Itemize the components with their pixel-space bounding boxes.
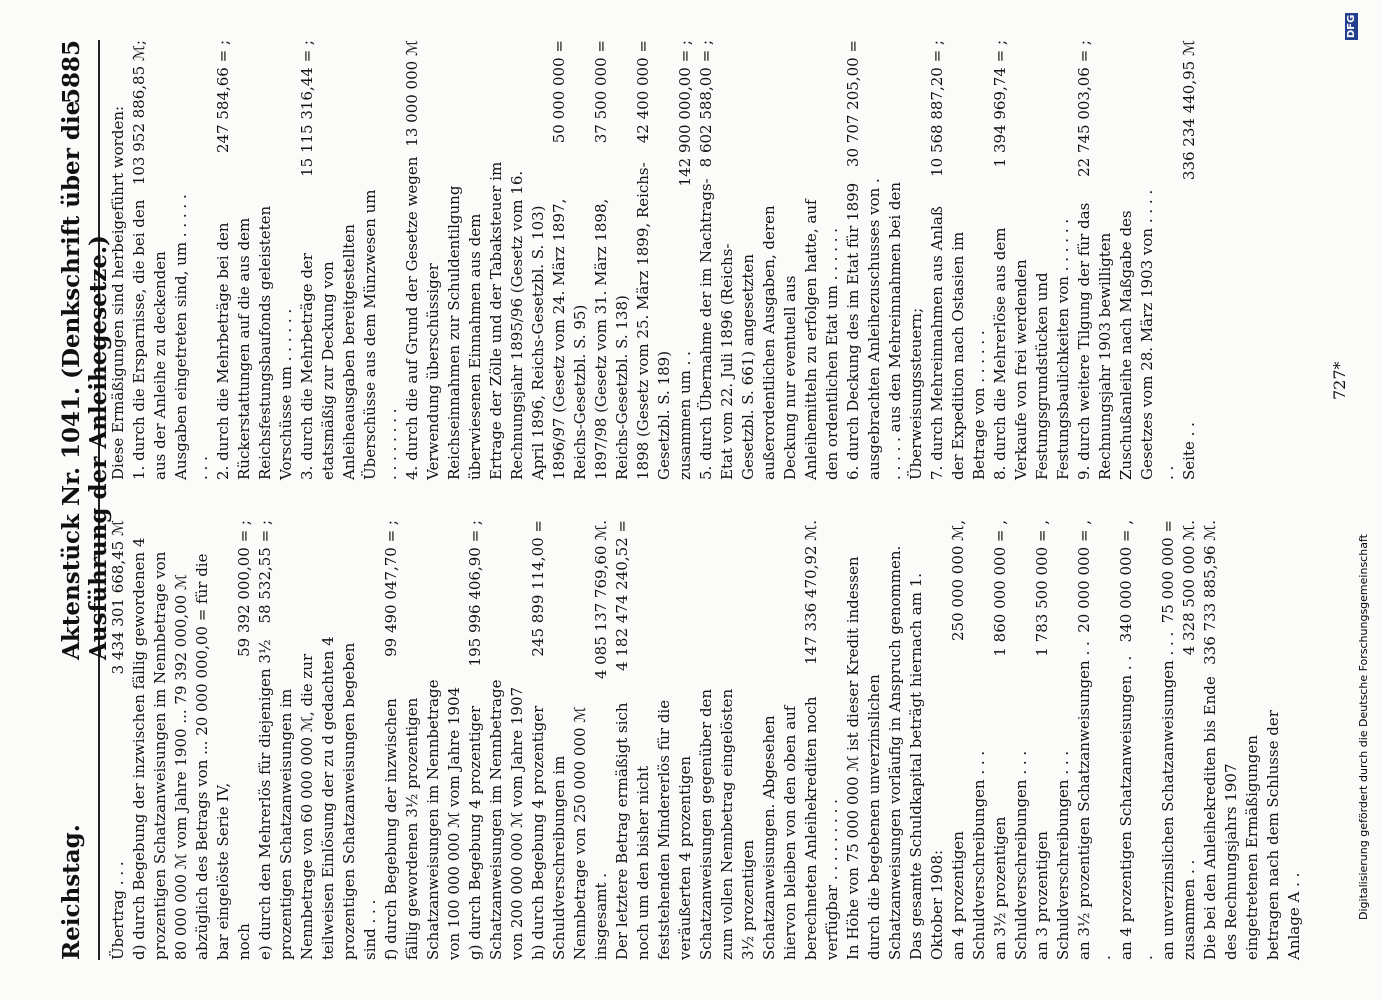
ledger-text: d) durch Begebung der inzwischen fällig gewordenen 4 prozentigen Schatzanweisungen im Nennbetrage von 80 000 000 ℳ vom Jahre 1900 ... 79 392 000,00 ℳ abzüglich des Betrags von ... 20 000 000,00 = für die bar eingelöste Serie IV, — [130, 537, 232, 960]
ledger-amount: 99 490 047,70 = ; — [382, 520, 400, 657]
ledger-amount: 8 602 588,00 = ; — [697, 40, 715, 168]
header-page-number: 5885 — [58, 40, 85, 105]
ledger-row — [108, 40, 129, 480]
ledger-amount: 1 783 500 000 = , — [1033, 520, 1051, 657]
ledger-amount: 336 733 885,96 ℳ. — [1201, 520, 1219, 665]
ledger-row — [990, 520, 1032, 960]
ledger-text: 1. durch die Ersparnisse, die bei den aus der Anleihe zu deckenden Ausgaben eingetreten sind, um . . . . . . . . — [130, 194, 211, 480]
ledger-text: 8. durch die Mehrerlöse aus dem Verkaufe von frei werdenden Festungsgrundstücken und Festungsbaulichkeiten von . . . . . . — [991, 218, 1072, 480]
ledger-amount: 58 532,55 = ; — [256, 520, 274, 624]
ledger-amount: 195 996 406,90 = ; — [466, 520, 484, 667]
ledger-row — [906, 520, 948, 960]
ledger-row — [108, 520, 129, 960]
ledger-text: zusammen . . — [1180, 859, 1198, 960]
ledger-text: noch — [235, 923, 253, 960]
ledger-amount: 142 900 000,00 = ; — [676, 40, 694, 187]
ledger-text: 1898 (Gesetz vom 25. März 1899, Reichs-Gesetzbl. S. 189) — [634, 162, 673, 480]
ledger-text: Diese Ermäßigungen sind herbeigeführt worden: — [109, 105, 127, 480]
right-column — [108, 40, 1200, 480]
ledger-row — [528, 520, 591, 960]
ledger-amount: 103 952 886,85 ℳ; — [130, 40, 148, 186]
ledger-amount: 250 000 000 ℳ, — [949, 520, 967, 642]
ledger-row — [843, 520, 906, 960]
ledger-text: 1897/98 (Gesetz vom 31. März 1898, Reichs-Gesetzbl. S. 138) — [592, 198, 631, 480]
ledger-row — [612, 520, 801, 960]
ledger-text: Die bei den Anleihekrediten bis Ende des Rechnungsjahrs 1907 eingetretenen Ermäßigungen betragen nach dem Schlusse der Anlage A . . — [1201, 676, 1303, 960]
ledger-amount: 37 500 000 = — [592, 40, 610, 144]
ledger-amount: 59 392 000,00 = ; — [235, 520, 253, 657]
ledger-text: 7. durch Mehreinnahmen aus Anlaß der Expedition nach Ostasien im Betrage von . . . . . . — [928, 206, 988, 480]
ledger-row — [402, 40, 549, 480]
ledger-row — [465, 520, 528, 960]
ledger-text: h) durch Begebung 4 prozentiger Schuldverschreibungen im Nennbetrage von 250 000 000 ℳ — [529, 705, 589, 960]
ledger-text: an 3½ prozentigen Schuldverschreibungen . . . — [991, 750, 1030, 960]
ledger-row — [1200, 520, 1305, 960]
ledger-amount: 30 707 205,00 = — [844, 40, 862, 168]
ledger-amount: 1 860 000 000 = , — [991, 520, 1009, 657]
ledger-row — [990, 40, 1074, 480]
ledger-amount: 22 745 003,06 = ; — [1075, 40, 1093, 177]
ledger-row — [129, 520, 234, 960]
header-title: Aktenstück Nr. 1041. (Denkschrift über die Ausführung der Anleihegesetze.) — [58, 100, 112, 660]
ledger-amount: 75 000 000 = — [1159, 520, 1177, 624]
header-left: Reichstag. — [58, 824, 85, 960]
ledger-row — [1179, 520, 1200, 960]
ledger-row — [927, 40, 990, 480]
ledger-row — [381, 520, 465, 960]
ledger-text: In Höhe von 75 000 000 ℳ ist dieser Kredit indessen durch die begebenen unverzinslichen Schatzanweisungen vorläufig in Anspruch genommen. — [844, 545, 904, 960]
ledger-amount: 3 434 301 668,45 ℳ — [109, 520, 127, 675]
left-column — [108, 520, 1305, 960]
ledger-text: Der letztere Betrag ermäßigt sich noch um den bisher nicht feststehenden Mindererlös für die veräußerten 4 prozentigen Schatzanweisungen gegenüber den zum vollen Nennbetrag eingelösten 3½ prozentigen Schatzanweisungen. Abgesehen hiervon bleiben von den oben auf — [613, 688, 799, 960]
ledger-row — [801, 520, 843, 960]
ledger-row — [297, 40, 402, 480]
ledger-text: 6. durch Deckung des im Etat für 1899 ausgebrachten Anleihezuschusses von . . . . . . aus den Mehreinnahmen bei den Überweisungssteuern; — [844, 178, 925, 480]
ledger-row — [591, 520, 612, 960]
ledger-text: 3. durch die Mehrbeträge der etatsmäßig zur Deckung von Anleiheausgaben bereitgestellten Überschüsse aus dem Münzwesen um . . . . . . . . — [298, 189, 400, 480]
ledger-amount: 4 328 500 000 ℳ. — [1180, 520, 1198, 656]
ledger-amount: 147 336 470,92 ℳ. — [802, 520, 820, 665]
dfg-logo-icon: DFG — [1346, 14, 1357, 38]
page-number: 727* — [1330, 361, 1349, 400]
ledger-text: Das gesamte Schuldkapital beträgt hiernach am 1. Oktober 1908: — [907, 572, 946, 960]
ledger-row — [234, 520, 255, 960]
digitization-footer — [1345, 14, 1370, 960]
ledger-amount: 4 182 474 240,52 = — [613, 520, 631, 671]
ledger-text: 1896/97 (Gesetz vom 24. März 1897, Reichs-Gesetzbl. S. 95) — [550, 198, 589, 480]
ledger-text: Seite . . — [1180, 422, 1198, 480]
ledger-amount: 15 115 316,44 = ; — [298, 40, 316, 177]
ledger-row — [1032, 520, 1074, 960]
ledger-text: an 4 prozentigen Schatzanweisungen . . . — [1117, 655, 1156, 960]
ledger-row — [213, 40, 297, 480]
ledger-amount: 340 000 000 = , — [1117, 520, 1135, 643]
ledger-amount: 1 394 969,74 = ; — [991, 40, 1009, 168]
ledger-amount: 336 234 440,95 ℳ — [1180, 40, 1198, 181]
ledger-row — [633, 40, 675, 480]
ledger-text: g) durch Begebung 4 prozentiger Schatzanweisungen im Nennbetrage von 200 000 000 ℳ vom Jahre 1907 — [466, 679, 526, 960]
ledger-row — [591, 40, 633, 480]
ledger-text: berechneten Anleihekrediten noch verfügbar . . . . . . . . . — [802, 696, 841, 960]
ledger-row — [675, 40, 696, 480]
ledger-amount: 245 899 114,00 = — [529, 520, 547, 657]
ledger-text: an 3 prozentigen Schuldverschreibungen . . . — [1033, 750, 1072, 960]
ledger-text: an 4 prozentigen Schuldverschreibungen . . . — [949, 750, 988, 960]
ledger-text: Übertrag . . . — [109, 861, 127, 960]
ledger-text: 4. durch die auf Grund der Gesetze wegen Verwendung überschüssiger Reichseinnahmen zur Schuldentilgung überwiesenen Einnahmen aus dem Ertrage der Zölle und der Tabaksteuer im Rechnungsjahr 1895/96 (Gesetz vom 16. April 1896, Reichs-Gesetzbl. S. 103) — [403, 156, 547, 480]
ledger-amount: 10 568 887,20 = ; — [928, 40, 946, 177]
ledger-text: f) durch Begebung der inzwischen fällig gewordenen 3½ prozentigen Schatzanweisungen im Nennbetrage von 100 000 000 ℳ vom Jahre 1904 — [382, 679, 463, 960]
ledger-row — [948, 520, 990, 960]
ledger-text: an unverzinslichen Schatzanweisungen . . . — [1159, 631, 1177, 960]
ledger-row — [843, 40, 927, 480]
ledger-amount: 13 000 000 ℳ — [403, 40, 421, 147]
ledger-row — [549, 40, 591, 480]
ledger-amount: 42 400 000 = — [634, 40, 652, 144]
ledger-row — [1179, 40, 1200, 480]
ledger-text: an 3½ prozentigen Schatzanweisungen . . . — [1075, 641, 1114, 960]
ledger-text: 2. durch die Mehrbeträge bei den Rückerstattungen auf die aus dem Reichsfestungsbaufonds geleisteten Vorschüsse um . . . . . . — [214, 205, 295, 480]
ledger-text: 5. durch Übernahme der im Nachtrags-Etat vom 22. Juli 1896 (Reichs-Gesetzbl. S. 661) angesetzten außerordentlichen Ausgaben, deren Deckung nur eventuell aus Anleihemitteln zu erfolgen hatte, auf den ordentlichen Etat um . . . . . . — [697, 178, 841, 480]
ledger-amount: 20 000 000 = , — [1075, 520, 1093, 633]
ledger-row — [1074, 520, 1116, 960]
ledger-row — [129, 40, 213, 480]
ledger-amount: 50 000 000 = — [550, 40, 568, 144]
ledger-row — [696, 40, 843, 480]
ledger-row — [255, 520, 381, 960]
page-header — [28, 40, 112, 960]
ledger-row — [1158, 520, 1179, 960]
ledger-text: insgesamt . — [592, 872, 610, 960]
ledger-amount: 247 584,66 = ; — [214, 40, 232, 154]
ledger-text: 9. durch weitere Tilgung der für das Rechnungsjahr 1903 bewilligten Zuschußanleihe nach Maßgabe des Gesetzes vom 28. März 1903 von . . . . . . — [1075, 189, 1177, 480]
digitization-note: Digitalisierung gefördert durch die Deutsche Forschungsgemeinschaft — [1357, 534, 1370, 920]
ledger-amount: 4 085 137 769,60 ℳ. — [592, 520, 610, 680]
ledger-row — [1116, 520, 1158, 960]
ledger-text: e) durch den Mehrerlös für diejenigen 3½ prozentigen Schatzanweisungen im Nennbetrage von 60 000 000 ℳ, die zur teilweisen Einlösung der zu d gedachten 4 prozentigen Schatzanweisungen begeben sind . . . — [256, 636, 379, 960]
ledger-row — [1074, 40, 1179, 480]
ledger-text: zusammen um . . — [676, 351, 694, 480]
